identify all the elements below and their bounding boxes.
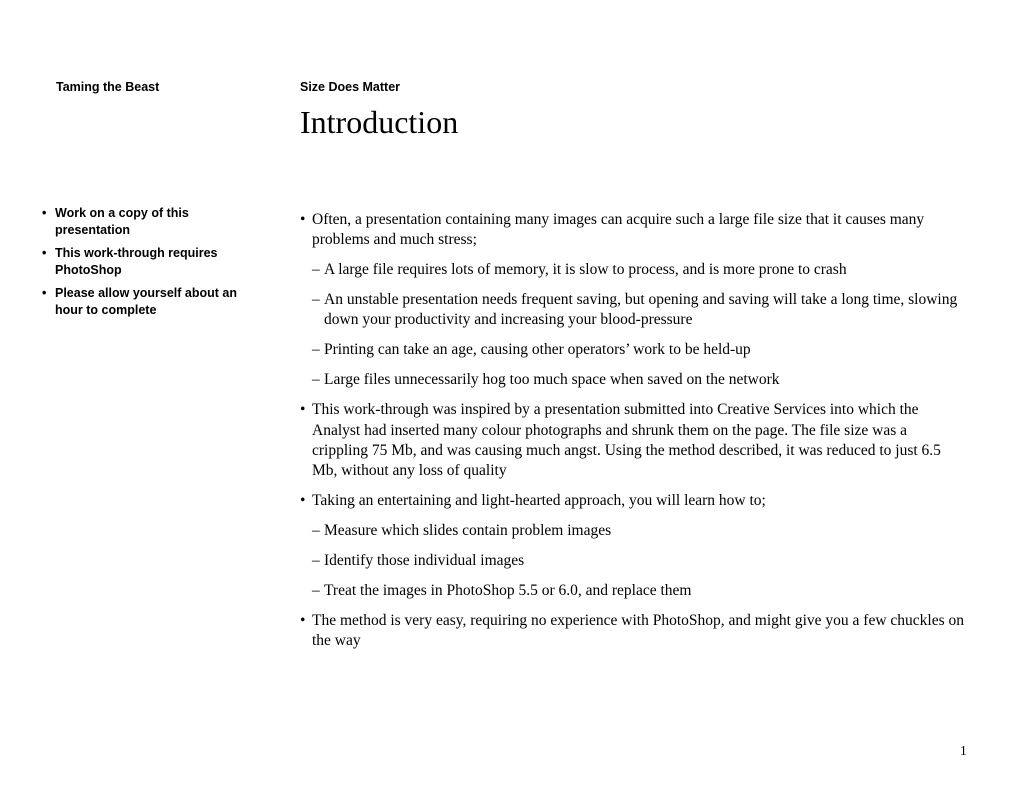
side-notes: [40, 205, 255, 325]
note-item: • Work on a copy of this presentation: [40, 205, 255, 239]
document-title: Taming the Beast: [56, 80, 160, 94]
note-item: • Please allow yourself about an hour to complete: [40, 285, 255, 319]
sub-bullet-item: – Treat the images in PhotoShop 5.5 or 6.0, and replace them: [300, 581, 965, 601]
bullet-item: • Taking an entertaining and light-hearted approach, you will learn how to;: [300, 491, 965, 511]
page-heading: Introduction: [300, 104, 459, 140]
sub-bullet-item: – An unstable presentation needs frequent saving, but opening and saving will take a long time, slowing down your productivity and increasing your blood-pressure: [300, 290, 965, 330]
sub-bullet-item: – Large files unnecessarily hog too much space when saved on the network: [300, 370, 965, 390]
section-title: Size Does Matter: [300, 80, 401, 94]
bullet-item: • The method is very easy, requiring no experience with PhotoShop, and might give you a few chuckles on the way: [300, 611, 965, 651]
bullet-item: • This work-through was inspired by a presentation submitted into Creative Services into which the Analyst had inserted many colour photographs and shrunk them on the page. The file size was a crippling 75 Mb, and was causing much angst. Using the method described, it was reduced to just 6.5 Mb, without any loss of quality: [300, 400, 965, 481]
sub-bullet-item: – Printing can take an age, causing other operators’ work to be held-up: [300, 340, 965, 360]
body-content: [300, 210, 965, 661]
sub-bullet-item: – Measure which slides contain problem images: [300, 521, 965, 541]
note-item: • This work-through requires PhotoShop: [40, 245, 255, 279]
bullet-item: • Often, a presentation containing many images can acquire such a large file size that it causes many problems and much stress;: [300, 210, 965, 250]
sub-bullet-item: – A large file requires lots of memory, it is slow to process, and is more prone to crash: [300, 260, 965, 280]
page-number: 1: [960, 743, 967, 758]
sub-bullet-item: – Identify those individual images: [300, 551, 965, 571]
